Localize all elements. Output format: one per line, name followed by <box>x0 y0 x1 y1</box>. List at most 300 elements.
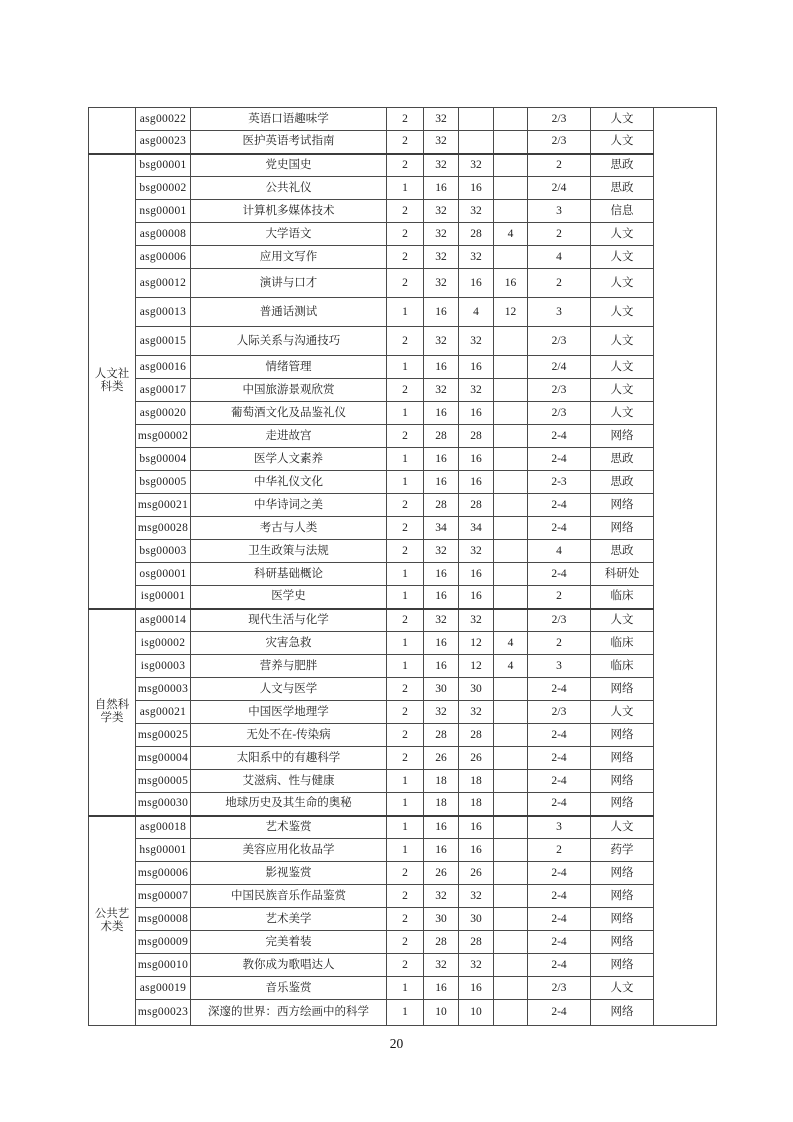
cell-semester: 2 <box>528 586 591 609</box>
cell-semester: 2-4 <box>528 747 591 770</box>
cell-semester: 2/3 <box>528 108 591 131</box>
cell-theory-hours: 16 <box>459 356 494 379</box>
cell-code: asg00017 <box>136 379 191 402</box>
cell-total-hours: 32 <box>424 954 459 977</box>
category-cell: 公共艺术类 <box>89 816 136 1026</box>
cell-semester: 2-4 <box>528 862 591 885</box>
cell-name: 英语口语趣味学 <box>191 108 387 131</box>
cell-department: 科研处 <box>591 563 654 586</box>
cell-department: 人文 <box>591 977 654 1000</box>
cell-total-hours: 32 <box>424 154 459 177</box>
cell-department: 药学 <box>591 839 654 862</box>
cell-department: 思政 <box>591 154 654 177</box>
cell-semester: 2-4 <box>528 1000 591 1026</box>
cell-practice-hours <box>494 701 528 724</box>
cell-practice-hours <box>494 540 528 563</box>
cell-name: 无处不在-传染病 <box>191 724 387 747</box>
cell-credit: 2 <box>387 954 424 977</box>
cell-name: 中华诗词之美 <box>191 494 387 517</box>
cell-name: 地球历史及其生命的奥秘 <box>191 793 387 816</box>
cell-credit: 1 <box>387 402 424 425</box>
cell-semester: 3 <box>528 816 591 839</box>
table-row <box>89 816 717 839</box>
cell-practice-hours <box>494 839 528 862</box>
cell-name: 灾害急救 <box>191 632 387 655</box>
table-row <box>89 701 717 724</box>
cell-theory-hours: 28 <box>459 223 494 246</box>
cell-practice-hours <box>494 977 528 1000</box>
cell-theory-hours: 16 <box>459 977 494 1000</box>
table-row <box>89 108 717 131</box>
cell-theory-hours: 4 <box>459 298 494 327</box>
table-row <box>89 724 717 747</box>
cell-code: hsg00001 <box>136 839 191 862</box>
cell-semester: 4 <box>528 540 591 563</box>
cell-total-hours: 28 <box>424 724 459 747</box>
cell-total-hours: 16 <box>424 356 459 379</box>
cell-department: 网络 <box>591 678 654 701</box>
cell-semester: 2-4 <box>528 563 591 586</box>
cell-credit: 2 <box>387 131 424 154</box>
cell-department: 网络 <box>591 425 654 448</box>
cell-department: 人文 <box>591 402 654 425</box>
cell-credit: 1 <box>387 793 424 816</box>
cell-credit: 1 <box>387 448 424 471</box>
cell-name: 计算机多媒体技术 <box>191 200 387 223</box>
cell-code: bsg00005 <box>136 471 191 494</box>
cell-semester: 3 <box>528 655 591 678</box>
cell-department: 人文 <box>591 131 654 154</box>
cell-semester: 2 <box>528 632 591 655</box>
cell-theory-hours <box>459 108 494 131</box>
cell-total-hours: 30 <box>424 678 459 701</box>
cell-theory-hours <box>459 131 494 154</box>
cell-total-hours: 28 <box>424 931 459 954</box>
cell-theory-hours: 28 <box>459 425 494 448</box>
cell-semester: 2/3 <box>528 977 591 1000</box>
cell-department: 人文 <box>591 298 654 327</box>
cell-credit: 1 <box>387 471 424 494</box>
cell-theory-hours: 16 <box>459 448 494 471</box>
cell-practice-hours <box>494 793 528 816</box>
cell-semester: 2-4 <box>528 931 591 954</box>
cell-semester: 2-4 <box>528 724 591 747</box>
cell-theory-hours: 32 <box>459 954 494 977</box>
cell-semester: 2 <box>528 223 591 246</box>
cell-practice-hours <box>494 448 528 471</box>
cell-credit: 2 <box>387 678 424 701</box>
table-row <box>89 356 717 379</box>
cell-semester: 2/3 <box>528 402 591 425</box>
cell-name: 中华礼仪文化 <box>191 471 387 494</box>
cell-theory-hours: 32 <box>459 154 494 177</box>
cell-credit: 1 <box>387 839 424 862</box>
cell-department: 人文 <box>591 379 654 402</box>
cell-department: 网络 <box>591 517 654 540</box>
cell-total-hours: 32 <box>424 108 459 131</box>
cell-practice-hours <box>494 724 528 747</box>
cell-semester: 3 <box>528 298 591 327</box>
cell-credit: 2 <box>387 885 424 908</box>
cell-practice-hours <box>494 494 528 517</box>
table-row <box>89 655 717 678</box>
cell-code: asg00021 <box>136 701 191 724</box>
cell-theory-hours: 16 <box>459 177 494 200</box>
cell-theory-hours: 18 <box>459 793 494 816</box>
cell-theory-hours: 32 <box>459 540 494 563</box>
cell-practice-hours <box>494 154 528 177</box>
cell-semester: 2/3 <box>528 379 591 402</box>
cell-credit: 2 <box>387 425 424 448</box>
cell-semester: 2-4 <box>528 494 591 517</box>
empty-column-cell <box>654 108 717 1026</box>
cell-semester: 2/3 <box>528 327 591 356</box>
cell-total-hours: 34 <box>424 517 459 540</box>
cell-credit: 1 <box>387 356 424 379</box>
cell-theory-hours: 32 <box>459 246 494 269</box>
cell-theory-hours: 30 <box>459 678 494 701</box>
cell-semester: 2 <box>528 269 591 298</box>
cell-department: 网络 <box>591 1000 654 1026</box>
cell-credit: 2 <box>387 154 424 177</box>
table-row <box>89 131 717 154</box>
table-row <box>89 327 717 356</box>
table-row <box>89 586 717 609</box>
cell-semester: 2-3 <box>528 471 591 494</box>
category-cell <box>89 108 136 154</box>
cell-name: 中国旅游景观欣赏 <box>191 379 387 402</box>
table-row <box>89 747 717 770</box>
table-row <box>89 563 717 586</box>
cell-theory-hours: 28 <box>459 494 494 517</box>
cell-code: msg00028 <box>136 517 191 540</box>
table-row <box>89 954 717 977</box>
cell-semester: 2/4 <box>528 177 591 200</box>
cell-total-hours: 32 <box>424 540 459 563</box>
table-row <box>89 223 717 246</box>
cell-code: msg00004 <box>136 747 191 770</box>
cell-code: bsg00002 <box>136 177 191 200</box>
cell-credit: 1 <box>387 655 424 678</box>
cell-semester: 2-4 <box>528 793 591 816</box>
cell-practice-hours: 4 <box>494 632 528 655</box>
cell-code: msg00009 <box>136 931 191 954</box>
cell-theory-hours: 16 <box>459 816 494 839</box>
cell-total-hours: 16 <box>424 402 459 425</box>
cell-name: 演讲与口才 <box>191 269 387 298</box>
cell-department: 网络 <box>591 724 654 747</box>
cell-department: 信息 <box>591 200 654 223</box>
cell-credit: 2 <box>387 494 424 517</box>
cell-department: 人文 <box>591 246 654 269</box>
table-row <box>89 471 717 494</box>
cell-total-hours: 32 <box>424 327 459 356</box>
cell-credit: 2 <box>387 517 424 540</box>
cell-name: 现代生活与化学 <box>191 609 387 632</box>
cell-total-hours: 26 <box>424 862 459 885</box>
table-row <box>89 494 717 517</box>
cell-practice-hours <box>494 131 528 154</box>
cell-code: asg00018 <box>136 816 191 839</box>
cell-practice-hours <box>494 402 528 425</box>
cell-practice-hours <box>494 885 528 908</box>
cell-practice-hours <box>494 609 528 632</box>
cell-semester: 2/4 <box>528 356 591 379</box>
table-row <box>89 269 717 298</box>
cell-practice-hours <box>494 747 528 770</box>
cell-total-hours: 16 <box>424 586 459 609</box>
cell-code: msg00008 <box>136 908 191 931</box>
cell-semester: 2-4 <box>528 517 591 540</box>
cell-credit: 2 <box>387 246 424 269</box>
cell-practice-hours: 12 <box>494 298 528 327</box>
cell-practice-hours <box>494 471 528 494</box>
cell-credit: 2 <box>387 747 424 770</box>
cell-practice-hours <box>494 177 528 200</box>
cell-name: 影视鉴赏 <box>191 862 387 885</box>
cell-name: 音乐鉴赏 <box>191 977 387 1000</box>
cell-total-hours: 16 <box>424 177 459 200</box>
cell-code: asg00013 <box>136 298 191 327</box>
cell-department: 网络 <box>591 931 654 954</box>
cell-theory-hours: 12 <box>459 632 494 655</box>
cell-theory-hours: 16 <box>459 269 494 298</box>
cell-code: bsg00003 <box>136 540 191 563</box>
cell-total-hours: 32 <box>424 223 459 246</box>
cell-practice-hours <box>494 908 528 931</box>
cell-name: 走进故宫 <box>191 425 387 448</box>
cell-credit: 1 <box>387 632 424 655</box>
cell-department: 人文 <box>591 269 654 298</box>
cell-code: asg00023 <box>136 131 191 154</box>
cell-total-hours: 32 <box>424 609 459 632</box>
cell-name: 大学语文 <box>191 223 387 246</box>
cell-name: 中国医学地理学 <box>191 701 387 724</box>
cell-total-hours: 32 <box>424 885 459 908</box>
cell-code: isg00002 <box>136 632 191 655</box>
cell-semester: 2 <box>528 154 591 177</box>
cell-name: 科研基础概论 <box>191 563 387 586</box>
cell-credit: 2 <box>387 862 424 885</box>
cell-theory-hours: 32 <box>459 200 494 223</box>
cell-code: asg00020 <box>136 402 191 425</box>
cell-practice-hours: 4 <box>494 223 528 246</box>
cell-total-hours: 28 <box>424 494 459 517</box>
cell-theory-hours: 34 <box>459 517 494 540</box>
cell-total-hours: 18 <box>424 770 459 793</box>
cell-department: 网络 <box>591 885 654 908</box>
cell-total-hours: 16 <box>424 655 459 678</box>
cell-theory-hours: 16 <box>459 402 494 425</box>
cell-practice-hours <box>494 931 528 954</box>
cell-theory-hours: 32 <box>459 327 494 356</box>
table-row <box>89 793 717 816</box>
cell-credit: 2 <box>387 200 424 223</box>
table-row <box>89 678 717 701</box>
cell-department: 网络 <box>591 908 654 931</box>
cell-credit: 2 <box>387 701 424 724</box>
cell-theory-hours: 32 <box>459 379 494 402</box>
cell-department: 人文 <box>591 701 654 724</box>
cell-practice-hours: 16 <box>494 269 528 298</box>
cell-department: 临床 <box>591 586 654 609</box>
cell-credit: 1 <box>387 770 424 793</box>
cell-total-hours: 16 <box>424 816 459 839</box>
cell-department: 网络 <box>591 793 654 816</box>
cell-code: msg00007 <box>136 885 191 908</box>
cell-department: 临床 <box>591 655 654 678</box>
cell-code: asg00006 <box>136 246 191 269</box>
cell-department: 思政 <box>591 177 654 200</box>
cell-department: 网络 <box>591 954 654 977</box>
cell-department: 临床 <box>591 632 654 655</box>
cell-total-hours: 16 <box>424 839 459 862</box>
cell-name: 医学人文素养 <box>191 448 387 471</box>
table-row <box>89 931 717 954</box>
cell-code: msg00023 <box>136 1000 191 1026</box>
cell-code: asg00022 <box>136 108 191 131</box>
cell-total-hours: 28 <box>424 425 459 448</box>
cell-practice-hours <box>494 327 528 356</box>
cell-practice-hours <box>494 1000 528 1026</box>
cell-semester: 3 <box>528 200 591 223</box>
cell-credit: 1 <box>387 977 424 1000</box>
cell-name: 党史国史 <box>191 154 387 177</box>
cell-semester: 2-4 <box>528 908 591 931</box>
cell-theory-hours: 28 <box>459 724 494 747</box>
table-row <box>89 154 717 177</box>
cell-practice-hours <box>494 586 528 609</box>
cell-total-hours: 16 <box>424 563 459 586</box>
cell-total-hours: 26 <box>424 747 459 770</box>
cell-code: asg00012 <box>136 269 191 298</box>
cell-department: 人文 <box>591 108 654 131</box>
cell-credit: 2 <box>387 609 424 632</box>
cell-theory-hours: 32 <box>459 609 494 632</box>
cell-code: osg00001 <box>136 563 191 586</box>
cell-name: 应用文写作 <box>191 246 387 269</box>
cell-theory-hours: 28 <box>459 931 494 954</box>
cell-credit: 2 <box>387 908 424 931</box>
cell-semester: 2 <box>528 839 591 862</box>
cell-semester: 2/3 <box>528 131 591 154</box>
cell-name: 深邃的世界：西方绘画中的科学 <box>191 1000 387 1026</box>
cell-department: 网络 <box>591 770 654 793</box>
cell-theory-hours: 10 <box>459 1000 494 1026</box>
cell-practice-hours <box>494 563 528 586</box>
cell-department: 网络 <box>591 862 654 885</box>
cell-semester: 2-4 <box>528 954 591 977</box>
cell-credit: 2 <box>387 327 424 356</box>
cell-total-hours: 32 <box>424 200 459 223</box>
cell-total-hours: 18 <box>424 793 459 816</box>
table-row <box>89 200 717 223</box>
cell-total-hours: 30 <box>424 908 459 931</box>
cell-theory-hours: 16 <box>459 563 494 586</box>
cell-credit: 1 <box>387 177 424 200</box>
cell-practice-hours <box>494 356 528 379</box>
cell-semester: 2-4 <box>528 885 591 908</box>
cell-total-hours: 16 <box>424 298 459 327</box>
cell-practice-hours <box>494 425 528 448</box>
cell-practice-hours <box>494 770 528 793</box>
cell-name: 太阳系中的有趣科学 <box>191 747 387 770</box>
table-row <box>89 839 717 862</box>
table-row <box>89 632 717 655</box>
table-row <box>89 977 717 1000</box>
table-row <box>89 425 717 448</box>
cell-total-hours: 32 <box>424 246 459 269</box>
cell-code: msg00010 <box>136 954 191 977</box>
cell-practice-hours <box>494 816 528 839</box>
cell-semester: 4 <box>528 246 591 269</box>
table-row <box>89 540 717 563</box>
cell-name: 美容应用化妆品学 <box>191 839 387 862</box>
cell-practice-hours <box>494 379 528 402</box>
cell-credit: 1 <box>387 586 424 609</box>
table-row <box>89 448 717 471</box>
table-row <box>89 770 717 793</box>
cell-practice-hours <box>494 246 528 269</box>
cell-theory-hours: 16 <box>459 471 494 494</box>
course-table <box>88 107 717 1026</box>
cell-name: 人文与医学 <box>191 678 387 701</box>
cell-name: 公共礼仪 <box>191 177 387 200</box>
cell-semester: 2-4 <box>528 425 591 448</box>
cell-semester: 2-4 <box>528 448 591 471</box>
table-row <box>89 298 717 327</box>
cell-theory-hours: 12 <box>459 655 494 678</box>
cell-semester: 2-4 <box>528 770 591 793</box>
cell-practice-hours <box>494 200 528 223</box>
cell-theory-hours: 16 <box>459 839 494 862</box>
cell-theory-hours: 26 <box>459 747 494 770</box>
cell-name: 营养与肥胖 <box>191 655 387 678</box>
cell-department: 网络 <box>591 747 654 770</box>
page-number: 20 <box>389 1036 404 1051</box>
cell-code: asg00015 <box>136 327 191 356</box>
cell-total-hours: 16 <box>424 977 459 1000</box>
cell-code: msg00005 <box>136 770 191 793</box>
cell-credit: 2 <box>387 108 424 131</box>
cell-total-hours: 32 <box>424 269 459 298</box>
cell-department: 人文 <box>591 816 654 839</box>
cell-total-hours: 16 <box>424 632 459 655</box>
cell-name: 完美着装 <box>191 931 387 954</box>
cell-code: asg00016 <box>136 356 191 379</box>
cell-credit: 2 <box>387 269 424 298</box>
cell-practice-hours <box>494 862 528 885</box>
cell-credit: 2 <box>387 223 424 246</box>
cell-code: isg00003 <box>136 655 191 678</box>
cell-theory-hours: 18 <box>459 770 494 793</box>
cell-code: bsg00001 <box>136 154 191 177</box>
category-cell: 自然科学类 <box>89 609 136 816</box>
cell-theory-hours: 32 <box>459 885 494 908</box>
cell-total-hours: 32 <box>424 131 459 154</box>
cell-name: 教你成为歌唱达人 <box>191 954 387 977</box>
cell-credit: 1 <box>387 563 424 586</box>
cell-department: 人文 <box>591 356 654 379</box>
cell-code: nsg00001 <box>136 200 191 223</box>
cell-code: msg00025 <box>136 724 191 747</box>
cell-practice-hours <box>494 678 528 701</box>
cell-semester: 2/3 <box>528 701 591 724</box>
cell-code: asg00008 <box>136 223 191 246</box>
cell-code: asg00019 <box>136 977 191 1000</box>
cell-theory-hours: 16 <box>459 586 494 609</box>
cell-theory-hours: 26 <box>459 862 494 885</box>
